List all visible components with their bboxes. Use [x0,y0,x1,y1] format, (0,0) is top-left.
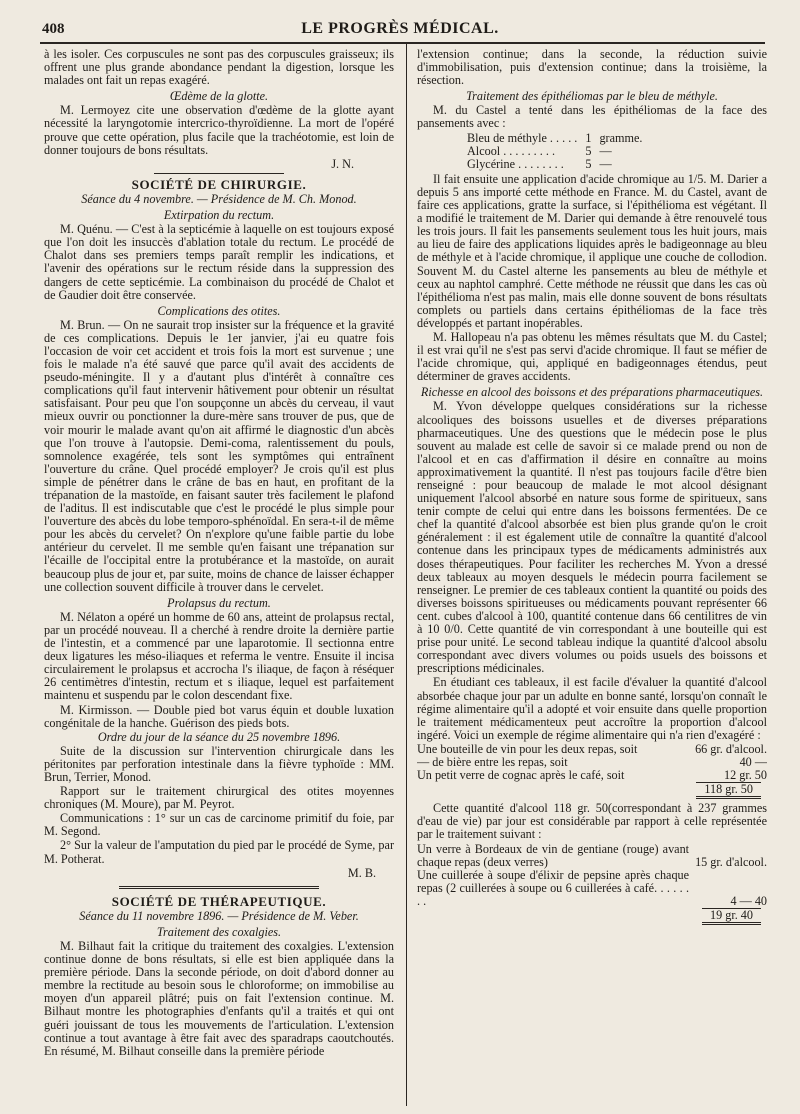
recipe-quantity: 5 [585,143,592,158]
paragraph: M. Brun. — On ne saurait trop insister sur la fréquence et la gravité de ces complications. Depuis le 1er janvier, j'ai eu quatre fois l'occasion de voir cet accident et trois fois la mort est survenue ; une fois le malade n'a été sauvé que parce qu'il avait des accidents de pseudo-méningite. Il y a d'autant plus d'intérêt à connaître ces complications qu'il faut intervenir hâtivement pour obtenir un résultat satisfaisant. Pour peu que l'on soupçonne un abcès du cerveau, il vaut mieux ouvrir ou ponctionner la dure-mère sans trouver de pus, que de voir mourir le malade avant qu'on ait affirmé le diagnostic d'un abcès que l'on trouve à l'autopsie. Demi-coma, ralentissement du pouls, somnolence exagérée, tels sont les symptômes qui entraînent l'ouverture du crâne. Quel procédé employer? Je crois qu'il est plus simple de pénétrer dans le crâne de bas en haut, en profitant de la trépanation de la mastoïde, en faisant sauter très facilement le plafond de l'aditus. Il est indiscutable que c'est le procédé le plus simple pour l'ouverture des abcès du lobe temporo-sphénoïdal. En sera-t-il de même pour les abcès du cervelet? On n'explore qu'une faible partie du lobe antérieur du cervelet. Il me semble qu'en faisant une trépanation sur l'écaille de l'occipital entre la protubérance et la mastoïde, on aurait beaucoup plus de jour et, par suite, moins de chance de laisser échapper une collection souvent difficile à trouver dans le cervelet. [44,317,394,594]
society-title: SOCIÉTÉ DE CHIRURGIE. [131,176,307,192]
left-column [44,48,394,1104]
treatment-table [417,843,767,908]
paragraph: M. Quénu. — C'est à la septicémie à laquelle on est toujours exposé que l'on doit les insuccès d'ablation totale du rectum. Le procédé de Chalot dans ses premiers temps paraît remplir les indications, et l'avenir des opérations sur le rectum réside dans la suppression des dangers de cette septicémie. La combinaison du procédé de Chalot et de Gaudier doit être conservée. [44,222,394,302]
treatment-row [417,843,767,869]
paragraph: M. Nélaton a opéré un homme de 60 ans, atteint de prolapsus rectal, par un procédé nouveau. Il a cherché à rendre droite la dernière partie de l'intestin, et a commencé par une laparotomie. Il sectionna entre deux ligatures les méso-iliaques et referma le ventre. Ensuite il incisa circulairement le prolapsus et accrocha l's iliaque, de façon à réséquer 26 centimètres d'intestin, rectum et s iliaque, lequel est parfaitement maintenu et suspendu par le colon descendant fixe. [44,609,394,703]
diet-total-value: 118 gr. 50 [696,782,761,799]
recipe-ingredient: Glycérine . . . . . . . . [467,156,564,171]
seance-line: Séance du 4 novembre. — Présidence de M. Ch. Monod. [81,191,357,206]
recipe-unit: — [599,156,612,171]
treatment-label: Une cuillerée à soupe d'élixir de pepsine après chaque repas (2 cuillerées à soupe ou 6 cuillerées à café. . . . . . . . [417,867,690,908]
society-title: SOCIÉTÉ DE THÉRAPEUTIQUE. [111,893,327,909]
recipe-ingredient: Bleu de méthyle . . . . . [467,130,578,145]
page-header [0,0,800,40]
section-subtitle: Extirpation du rectum. [163,208,275,223]
recipe-unit: — [599,143,612,158]
paragraph: Suite de la discussion sur l'intervention chirurgicale dans les péritonites par perforation intestinale dans la fièvre typhoïde : MM. Brun, Terrier, Monod. [44,743,394,784]
agenda-title: Ordre du jour de la séance du 25 novembre 1896. [97,729,341,744]
paragraph: à les isoler. Ces corpuscules ne sont pas des corpuscules graisseux; ils offrent une plus grande abondance pendant la digestion, lorsque les malades ont fait un repas exagéré. [44,48,394,88]
treatment-label: Un verre à Bordeaux de vin de gentiane (rouge) avant chaque repas (deux verres) [417,841,690,869]
section-subtitle: Richesse en alcool des boissons et des préparations pharmaceutiques. [420,385,764,400]
diet-row [417,769,767,782]
section-subtitle: Prolapsus du rectum. [167,595,271,610]
diet-label: Une bouteille de vin pour les deux repas, soit [417,741,638,756]
paragraph: M. Lermoyez cite une observation d'œdème de la glotte ayant nécessité la laryngotomie intercrico-thyroïdienne. La mort de l'opéré prouve que cette opération, plus facile que la trachéotomie, est loin de donner toujours de bons résultats. [44,103,394,157]
treatment-row [417,869,767,908]
treatment-value: 15 gr. d'alcool. [695,854,767,869]
diet-value: 40 — [739,754,767,769]
paragraph: M. Bilhaut fait la critique du traitement des coxalgies. L'extension continue donne de bons résultats, si elle est bien appliquée dans la première période. Dans la seconde période, on doit d'abord donner au membre la rectitude au besoin sous le chloroforme; on immobilise au moyen d'un appareil plâtré; puis on fait l'extension continue. M. Bilhaut montre les photographies d'enfants qu'il a traités et qui ont guéri jouissant de tous les mouvements de l'articulation. L'extension continue a tout avantage à être fait avec des sparadraps caoutchoutés. En résumé, M. Bilhaut conseille dans la première période [44,939,394,1058]
recipe-row [463,158,646,171]
treatment-total-value: 19 gr. 40 [702,908,761,925]
recipe-quantity: 1 [585,130,592,145]
signature: M. B. [347,865,376,880]
section-subtitle: Traitement des épithéliomas par le bleu de méthyle. [466,89,718,104]
section-subtitle: Traitement des coxalgies. [156,924,282,939]
treatment-value: 4 — 40 [730,893,767,908]
recipe-row [463,145,646,158]
paragraph: En étudiant ces tableaux, il est facile d'évaluer la quantité d'alcool absorbée chaque jour par un adulte en bonne santé, lorsqu'on connaît le régime alimentaire qu'il a adopté et voir ensuite dans quelle proportion le traitement médicamenteux peut accroître la proportion d'alcool ingéré. Voici un exemple de régime alimentaire qui n'a rien d'exagéré : [417,675,767,742]
header-rule [40,42,765,44]
diet-row [417,743,767,756]
section-subtitle: Œdème de la glotte. [169,89,269,104]
diet-label: — de bière entre les repas, soit [417,754,568,769]
separator-rule [154,173,284,174]
signature: J. N. [331,156,354,171]
paragraph: Rapport sur le traitement chirurgical des otites moyennes chroniques (M. Moure), par M. Peyrot. [44,784,394,812]
paragraph: 2° Sur la valeur de l'amputation du pied par le procédé de Syme, par M. Potherat. [44,838,394,866]
running-title: LE PROGRÈS MÉDICAL. [301,20,499,37]
diet-total [417,782,761,799]
paragraph: l'extension continue; dans la seconde, la réduction suivie d'immobilisation, puis d'extension continue; dans la troisième, la résection. [417,48,767,88]
recipe-unit: gramme. [599,130,643,145]
recipe-table [463,132,646,171]
paragraph: M. Hallopeau n'a pas obtenu les mêmes résultats que M. du Castel; il est vrai qu'il ne s'est pas servi d'acide chromique. Il faut se méfier de l'acide chromique, qui, appliqué en badigeonnages étendus, peut déterminer de graves accidents. [417,329,767,384]
paragraph: Communications : 1° sur un cas de carcinome primitif du foie, par M. Segond. [44,811,394,839]
seance-line: Séance du 11 novembre 1896. — Présidence de M. Veber. [79,908,359,923]
recipe-row [463,132,646,145]
paragraph: M. Kirmisson. — Double pied bot varus équin et double luxation congénitale de la hanche. Guérison des pieds bots. [44,702,394,730]
paragraph: M. Yvon développe quelques considérations sur la richesse alcooliques des boissons usuelles et de diverses préparations pharmaceutiques. Une des questions que le médecin pose le plus souvent au malade est celle de savoir si ce malade prend ou non de l'alcool et en cas d'affirmation il désire en connaître au moins approximativement la quantité. Il n'est pas toujours facile d'être bien renseigné : pour beaucoup de malade le mot alcool désignant uniquement l'alcool absorbé en nature sous forme de spiritueux, sans tenir compte de celui qui entre dans les boissons fermentées. De ce chef la quantité d'alcool absorbée est bien plus grande qu'on le croit généralement : il est également utile de connaître la quantité d'alcool contenue dans les principaux types de médicaments administrés aux doses thérapeutiques. Pour faciliter les recherches M. Yvon a dressé deux tableaux au moyen desquels le médecin pourra facilement se renseigner. Le premier de ces tableaux contient la quantité ou poids des diverses boissons spiritueuses ou médicaments pouvant représenter 66 cent. cubes d'alcool à 100, quantité contenue dans 66 centilitres de vin à 10 0/0. Cette quantité de vin correspondant à une bouteille qui est prise pour unité. Le second tableau indique la quantité d'alcool absolu correspondant avec divers volumes ou poids usuels des boissons et prescriptions médicinales. [417,399,767,676]
paragraph: Il fait ensuite une application d'acide chromique au 1/5. M. Darier a depuis 5 ans importé cette méthode en France. M. du Castel, avant de faire ces applications, gratte la surface, si l'épithélioma est végétant. Il a modifié le traitement de M. Darier qui demande à être renouvelé tous les trois jours. Il fait les pansements seulement tous les huit jours, mais au lieu de faire des applications liquides après le badigeonnage au bleu de méthyle et à l'acide chromique, il applique une couche de collodion. Souvent M. du Castel alterne les pansements au bleu de méthyle et ceux au naphtol camphré. Cette méthode ne réussit que dans les cas où l'épithélioma n'est pas malin, mais elle donne souvent de bons résultats complets ou partiels dans certains épithéliomas de la face très développés et partant inopérables. [417,171,767,330]
diet-value: 66 gr. d'alcool. [695,741,767,756]
diet-table [417,743,767,782]
section-subtitle: Complications des otites. [157,303,281,318]
page-number: 408 [42,21,65,37]
treatment-total [417,908,761,925]
column-divider [406,44,407,1106]
recipe-ingredient: Alcool . . . . . . . . . [467,143,556,158]
paragraph: M. du Castel a tenté dans les épithéliomas de la face des pansements avec : [417,103,767,131]
diet-value: 12 gr. 50 [724,768,767,783]
paragraph: Cette quantité d'alcool 118 gr. 50(correspondant à 237 grammes d'eau de vie) par jour est considérable par rapport à celle représentée par le traitement suivant : [417,801,767,842]
right-column [417,48,767,1104]
diet-label: Un petit verre de cognac après le café, soit [417,768,625,783]
recipe-quantity: 5 [585,156,592,171]
double-separator-rule [119,886,319,889]
